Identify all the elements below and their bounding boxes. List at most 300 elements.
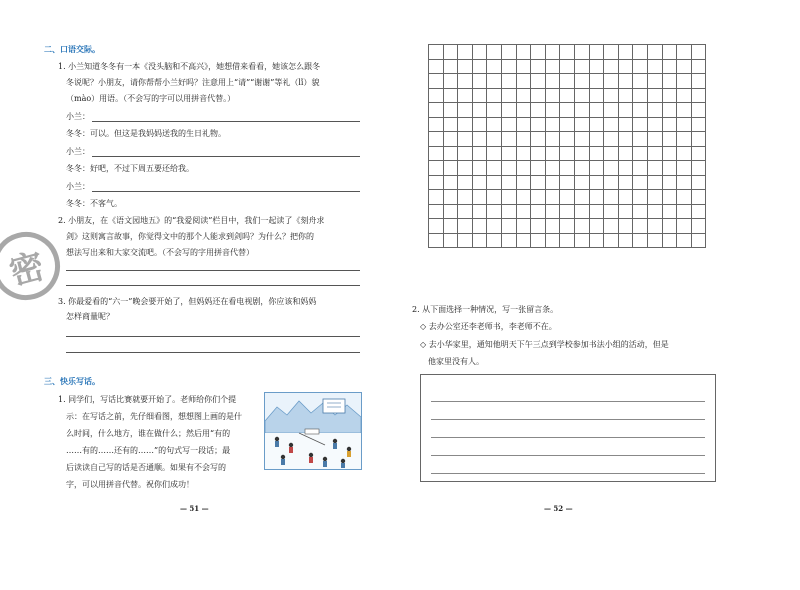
q1-line-3: （mào）用语。（不会写的字可以用拼音代替。） — [66, 94, 236, 103]
grid-cell[interactable] — [575, 190, 590, 205]
grid-cell[interactable] — [590, 205, 605, 220]
grid-cell[interactable] — [444, 161, 459, 176]
grid-cell[interactable] — [473, 234, 488, 249]
grid-cell[interactable] — [531, 219, 546, 234]
grid-cell[interactable] — [531, 190, 546, 205]
grid-cell[interactable] — [487, 103, 502, 118]
grid-cell[interactable] — [502, 147, 517, 162]
note-line — [431, 473, 705, 474]
grid-cell[interactable] — [648, 147, 663, 162]
note-line — [431, 455, 705, 456]
grid-cell[interactable] — [633, 89, 648, 104]
grid-cell[interactable] — [444, 176, 459, 191]
grid-cell[interactable] — [575, 89, 590, 104]
grid-cell[interactable] — [517, 45, 532, 60]
grid-cell[interactable] — [560, 118, 575, 133]
q2-line-3: 想法写出来和大家交流吧。（不会写的字用拼音代替） — [66, 248, 254, 257]
grid-cell[interactable] — [692, 147, 707, 162]
grid-cell[interactable] — [531, 89, 546, 104]
grid-cell[interactable] — [590, 176, 605, 191]
grid-cell[interactable] — [604, 161, 619, 176]
grid-cell[interactable] — [473, 161, 488, 176]
grid-cell[interactable] — [619, 176, 634, 191]
grid-cell[interactable] — [502, 161, 517, 176]
grid-cell[interactable] — [458, 176, 473, 191]
grid-cell[interactable] — [531, 103, 546, 118]
grid-cell[interactable] — [633, 132, 648, 147]
grid-cell[interactable] — [648, 118, 663, 133]
answer-line[interactable] — [66, 352, 360, 353]
grid-cell[interactable] — [677, 205, 692, 220]
grid-cell[interactable] — [677, 45, 692, 60]
grid-cell[interactable] — [560, 176, 575, 191]
grid-cell[interactable] — [590, 234, 605, 249]
grid-cell[interactable] — [619, 190, 634, 205]
grid-cell[interactable] — [546, 118, 561, 133]
grid-cell[interactable] — [663, 60, 678, 75]
grid-cell[interactable] — [619, 219, 634, 234]
grid-cell[interactable] — [502, 60, 517, 75]
grid-cell[interactable] — [531, 205, 546, 220]
grid-cell[interactable] — [560, 147, 575, 162]
grid-cell[interactable] — [677, 161, 692, 176]
grid-cell[interactable] — [546, 132, 561, 147]
grid-cell[interactable] — [473, 89, 488, 104]
xiaolan-label: 小兰： — [66, 182, 90, 191]
grid-cell[interactable] — [590, 74, 605, 89]
grid-cell[interactable] — [473, 132, 488, 147]
grid-cell[interactable] — [458, 219, 473, 234]
grid-cell[interactable] — [590, 190, 605, 205]
grid-cell[interactable] — [619, 234, 634, 249]
grid-cell[interactable] — [604, 132, 619, 147]
grid-cell[interactable] — [546, 176, 561, 191]
grid-cell[interactable] — [604, 89, 619, 104]
note-line — [431, 437, 705, 438]
grid-cell[interactable] — [604, 234, 619, 249]
answer-line[interactable] — [66, 270, 360, 271]
grid-cell[interactable] — [473, 190, 488, 205]
grid-cell[interactable] — [604, 176, 619, 191]
xiaolan-label: 小兰： — [66, 112, 90, 121]
grid-cell[interactable] — [517, 132, 532, 147]
grid-cell[interactable] — [677, 132, 692, 147]
answer-line[interactable] — [92, 191, 360, 192]
grid-cell[interactable] — [458, 74, 473, 89]
grid-cell[interactable] — [648, 45, 663, 60]
grid-cell[interactable] — [560, 132, 575, 147]
grid-cell[interactable] — [560, 89, 575, 104]
grid-cell[interactable] — [633, 45, 648, 60]
grid-cell[interactable] — [487, 190, 502, 205]
grid-cell[interactable] — [517, 234, 532, 249]
grid-cell[interactable] — [677, 103, 692, 118]
grid-cell[interactable] — [619, 161, 634, 176]
grid-cell[interactable] — [444, 103, 459, 118]
grid-cell[interactable] — [619, 89, 634, 104]
grid-cell[interactable] — [458, 147, 473, 162]
grid-cell[interactable] — [517, 74, 532, 89]
grid-cell[interactable] — [487, 205, 502, 220]
grid-cell[interactable] — [648, 176, 663, 191]
grid-cell[interactable] — [648, 89, 663, 104]
grid-cell[interactable] — [648, 103, 663, 118]
grid-cell[interactable] — [487, 132, 502, 147]
r-q2-line-1: 2. 从下面选择一种情况，写一张留言条。 — [412, 305, 559, 314]
grid-cell[interactable] — [444, 205, 459, 220]
grid-cell[interactable] — [604, 118, 619, 133]
grid-cell[interactable] — [619, 205, 634, 220]
grid-cell[interactable] — [531, 161, 546, 176]
grid-cell[interactable] — [648, 234, 663, 249]
grid-cell[interactable] — [473, 103, 488, 118]
grid-cell[interactable] — [429, 45, 444, 60]
grid-cell[interactable] — [473, 118, 488, 133]
grid-cell[interactable] — [487, 74, 502, 89]
grid-cell[interactable] — [663, 219, 678, 234]
grid-cell[interactable] — [458, 60, 473, 75]
grid-cell[interactable] — [546, 89, 561, 104]
grid-cell[interactable] — [531, 60, 546, 75]
grid-cell[interactable] — [590, 219, 605, 234]
grid-cell[interactable] — [487, 234, 502, 249]
grid-cell[interactable] — [546, 147, 561, 162]
grid-cell[interactable] — [546, 60, 561, 75]
grid-cell[interactable] — [473, 219, 488, 234]
grid-cell[interactable] — [487, 161, 502, 176]
grid-cell[interactable] — [677, 147, 692, 162]
grid-cell[interactable] — [444, 190, 459, 205]
q2-line-1: 2. 小朋友，在《语文园地五》的“我爱阅读”栏目中，我们一起读了《刻舟求 — [58, 216, 325, 225]
w-line-4: ……有的……还有的……”的句式写一段话；最 — [66, 446, 231, 455]
grid-cell[interactable] — [633, 219, 648, 234]
grid-cell[interactable] — [517, 190, 532, 205]
grid-cell[interactable] — [429, 132, 444, 147]
grid-cell[interactable] — [502, 190, 517, 205]
grid-cell[interactable] — [429, 219, 444, 234]
grid-cell[interactable] — [502, 89, 517, 104]
grid-cell[interactable] — [517, 89, 532, 104]
grid-cell[interactable] — [531, 176, 546, 191]
grid-cell[interactable] — [692, 219, 707, 234]
grid-cell[interactable] — [663, 103, 678, 118]
grid-cell[interactable] — [633, 103, 648, 118]
grid-cell[interactable] — [604, 60, 619, 75]
grid-cell[interactable] — [444, 60, 459, 75]
grid-cell[interactable] — [590, 103, 605, 118]
grid-cell[interactable] — [619, 103, 634, 118]
grid-cell[interactable] — [502, 234, 517, 249]
dongdong-line-3: 冬冬：不客气。 — [66, 199, 122, 208]
grid-cell[interactable] — [619, 74, 634, 89]
grid-cell[interactable] — [502, 176, 517, 191]
grid-cell[interactable] — [692, 103, 707, 118]
writing-grid[interactable] — [428, 44, 706, 248]
grid-cell[interactable] — [531, 147, 546, 162]
grid-cell[interactable] — [619, 45, 634, 60]
grid-cell[interactable] — [663, 74, 678, 89]
grid-cell[interactable] — [517, 205, 532, 220]
grid-cell[interactable] — [487, 147, 502, 162]
grid-cell[interactable] — [677, 74, 692, 89]
grid-cell[interactable] — [473, 60, 488, 75]
grid-cell[interactable] — [473, 205, 488, 220]
note-box[interactable] — [420, 374, 716, 482]
grid-cell[interactable] — [619, 147, 634, 162]
grid-cell[interactable] — [663, 89, 678, 104]
grid-cell[interactable] — [560, 190, 575, 205]
grid-cell[interactable] — [560, 234, 575, 249]
note-line — [431, 419, 705, 420]
grid-cell[interactable] — [531, 234, 546, 249]
answer-line[interactable] — [66, 285, 360, 286]
grid-cell[interactable] — [546, 161, 561, 176]
grid-cell[interactable] — [692, 190, 707, 205]
grid-cell[interactable] — [444, 74, 459, 89]
grid-cell[interactable] — [692, 176, 707, 191]
grid-cell[interactable] — [458, 132, 473, 147]
grid-cell[interactable] — [633, 118, 648, 133]
grid-cell[interactable] — [517, 219, 532, 234]
grid-cell[interactable] — [692, 89, 707, 104]
grid-cell[interactable] — [458, 205, 473, 220]
grid-cell[interactable] — [692, 118, 707, 133]
grid-cell[interactable] — [502, 74, 517, 89]
grid-cell[interactable] — [487, 219, 502, 234]
grid-cell[interactable] — [546, 234, 561, 249]
grid-cell[interactable] — [575, 103, 590, 118]
grid-cell[interactable] — [546, 190, 561, 205]
grid-cell[interactable] — [517, 176, 532, 191]
grid-cell[interactable] — [604, 45, 619, 60]
grid-cell[interactable] — [517, 118, 532, 133]
grid-cell[interactable] — [458, 103, 473, 118]
grid-cell[interactable] — [575, 205, 590, 220]
grid-cell[interactable] — [444, 118, 459, 133]
grid-cell[interactable] — [648, 190, 663, 205]
grid-cell[interactable] — [429, 103, 444, 118]
answer-line[interactable] — [92, 156, 360, 157]
grid-cell[interactable] — [663, 45, 678, 60]
grid-cell[interactable] — [692, 205, 707, 220]
grid-cell[interactable] — [575, 132, 590, 147]
grid-cell[interactable] — [473, 147, 488, 162]
grid-cell[interactable] — [590, 60, 605, 75]
grid-cell[interactable] — [517, 60, 532, 75]
playground-illustration — [264, 392, 362, 470]
grid-cell[interactable] — [502, 103, 517, 118]
grid-cell[interactable] — [531, 45, 546, 60]
grid-cell[interactable] — [590, 89, 605, 104]
grid-cell[interactable] — [560, 74, 575, 89]
grid-cell[interactable] — [546, 74, 561, 89]
w-line-2: 示：在写话之前，先仔细看图，想想图上画的是什 — [66, 412, 242, 421]
grid-cell[interactable] — [487, 45, 502, 60]
grid-cell[interactable] — [429, 118, 444, 133]
grid-cell[interactable] — [604, 74, 619, 89]
grid-cell[interactable] — [575, 60, 590, 75]
grid-cell[interactable] — [458, 161, 473, 176]
grid-cell[interactable] — [458, 118, 473, 133]
grid-cell[interactable] — [444, 219, 459, 234]
grid-cell[interactable] — [458, 45, 473, 60]
grid-cell[interactable] — [429, 89, 444, 104]
grid-cell[interactable] — [546, 45, 561, 60]
grid-cell[interactable] — [560, 103, 575, 118]
grid-cell[interactable] — [444, 89, 459, 104]
grid-cell[interactable] — [487, 89, 502, 104]
grid-cell[interactable] — [648, 219, 663, 234]
grid-cell[interactable] — [531, 74, 546, 89]
grid-cell[interactable] — [619, 132, 634, 147]
grid-cell[interactable] — [663, 234, 678, 249]
grid-cell[interactable] — [633, 161, 648, 176]
answer-line[interactable] — [66, 336, 360, 337]
grid-cell[interactable] — [648, 74, 663, 89]
grid-cell[interactable] — [502, 132, 517, 147]
grid-cell[interactable] — [648, 205, 663, 220]
grid-cell[interactable] — [575, 74, 590, 89]
grid-cell[interactable] — [429, 60, 444, 75]
grid-cell[interactable] — [677, 60, 692, 75]
grid-cell[interactable] — [663, 118, 678, 133]
grid-cell[interactable] — [633, 176, 648, 191]
grid-cell[interactable] — [444, 45, 459, 60]
grid-cell[interactable] — [677, 89, 692, 104]
grid-cell[interactable] — [575, 219, 590, 234]
grid-cell[interactable] — [663, 147, 678, 162]
grid-cell[interactable] — [575, 147, 590, 162]
q1-line-1: 1. 小兰知道冬冬有一本《没头脑和不高兴》，她想借来看看，她该怎么跟冬 — [58, 62, 321, 71]
grid-cell[interactable] — [429, 176, 444, 191]
grid-cell[interactable] — [487, 118, 502, 133]
grid-cell[interactable] — [444, 147, 459, 162]
grid-cell[interactable] — [604, 219, 619, 234]
grid-cell[interactable] — [560, 45, 575, 60]
section-title-oral: 二、口语交际。 — [44, 45, 100, 54]
grid-cell[interactable] — [473, 74, 488, 89]
grid-cell[interactable] — [502, 45, 517, 60]
grid-cell[interactable] — [648, 132, 663, 147]
grid-cell[interactable] — [677, 219, 692, 234]
grid-cell[interactable] — [458, 190, 473, 205]
grid-cell[interactable] — [502, 118, 517, 133]
grid-cell[interactable] — [575, 161, 590, 176]
grid-cell[interactable] — [692, 161, 707, 176]
grid-cell[interactable] — [677, 118, 692, 133]
grid-cell[interactable] — [692, 74, 707, 89]
q1-line-2: 冬说呢？小朋友，请你帮帮小兰好吗？注意用上“请”“谢谢”等礼（lǐ）貌 — [66, 78, 320, 87]
grid-cell[interactable] — [619, 60, 634, 75]
grid-cell[interactable] — [429, 74, 444, 89]
grid-cell[interactable] — [560, 60, 575, 75]
grid-cell[interactable] — [677, 176, 692, 191]
grid-cell[interactable] — [458, 234, 473, 249]
grid-cell[interactable] — [575, 118, 590, 133]
grid-cell[interactable] — [546, 205, 561, 220]
grid-cell[interactable] — [531, 132, 546, 147]
playground-svg — [265, 393, 361, 469]
grid-cell[interactable] — [429, 205, 444, 220]
grid-cell[interactable] — [590, 45, 605, 60]
grid-cell[interactable] — [487, 60, 502, 75]
grid-cell[interactable] — [633, 74, 648, 89]
grid-cell[interactable] — [560, 205, 575, 220]
grid-cell[interactable] — [560, 219, 575, 234]
dongdong-line-1: 冬冬：可以。但这是我妈妈送我的生日礼物。 — [66, 129, 226, 138]
answer-line[interactable] — [92, 121, 360, 122]
q3-line-2: 怎样商量呢？ — [66, 312, 114, 321]
grid-cell[interactable] — [590, 132, 605, 147]
grid-cell[interactable] — [633, 205, 648, 220]
grid-cell[interactable] — [429, 190, 444, 205]
grid-cell[interactable] — [590, 118, 605, 133]
grid-cell[interactable] — [663, 161, 678, 176]
grid-cell[interactable] — [663, 205, 678, 220]
grid-cell[interactable] — [429, 234, 444, 249]
grid-cell[interactable] — [575, 176, 590, 191]
grid-cell[interactable] — [663, 176, 678, 191]
section-title-writing: 三、快乐写话。 — [44, 377, 100, 386]
grid-cell[interactable] — [560, 161, 575, 176]
grid-cell[interactable] — [648, 161, 663, 176]
grid-cell[interactable] — [590, 161, 605, 176]
grid-cell[interactable] — [575, 234, 590, 249]
grid-cell[interactable] — [604, 103, 619, 118]
grid-cell[interactable] — [517, 147, 532, 162]
grid-cell[interactable] — [663, 190, 678, 205]
grid-cell[interactable] — [444, 234, 459, 249]
grid-cell[interactable] — [546, 219, 561, 234]
grid-cell[interactable] — [502, 219, 517, 234]
grid-cell[interactable] — [604, 205, 619, 220]
grid-cell[interactable] — [604, 190, 619, 205]
grid-cell[interactable] — [473, 176, 488, 191]
grid-cell[interactable] — [692, 132, 707, 147]
grid-cell[interactable] — [429, 161, 444, 176]
grid-cell[interactable] — [692, 60, 707, 75]
grid-cell[interactable] — [429, 147, 444, 162]
q2-line-2: 剑》这则寓言故事，你觉得文中的那个人能求到剑吗？为什么？把你的 — [66, 232, 314, 241]
r-option-1: ◇ 去办公室还李老师书，李老师不在。 — [420, 322, 557, 331]
grid-cell[interactable] — [604, 147, 619, 162]
grid-cell[interactable] — [473, 45, 488, 60]
grid-cell[interactable] — [487, 176, 502, 191]
grid-cell[interactable] — [517, 103, 532, 118]
grid-cell[interactable] — [590, 147, 605, 162]
grid-cell[interactable] — [633, 147, 648, 162]
grid-cell[interactable] — [677, 190, 692, 205]
grid-cell[interactable] — [502, 205, 517, 220]
grid-cell[interactable] — [663, 132, 678, 147]
grid-cell[interactable] — [575, 45, 590, 60]
grid-cell[interactable] — [677, 234, 692, 249]
r-option-2: ◇ 去小华家里，通知他明天下午三点到学校参加书法小组的活动，但是 — [420, 340, 669, 349]
grid-cell[interactable] — [444, 132, 459, 147]
grid-cell[interactable] — [458, 89, 473, 104]
grid-cell[interactable] — [692, 45, 707, 60]
grid-cell[interactable] — [517, 161, 532, 176]
grid-cell[interactable] — [633, 234, 648, 249]
grid-cell[interactable] — [619, 118, 634, 133]
grid-cell[interactable] — [692, 234, 707, 249]
grid-cell[interactable] — [648, 60, 663, 75]
dongdong-line-2: 冬冬：好吧，不过下周五要还给我。 — [66, 164, 194, 173]
grid-cell[interactable] — [633, 190, 648, 205]
grid-cell[interactable] — [546, 103, 561, 118]
grid-cell[interactable] — [633, 60, 648, 75]
grid-cell[interactable] — [531, 118, 546, 133]
